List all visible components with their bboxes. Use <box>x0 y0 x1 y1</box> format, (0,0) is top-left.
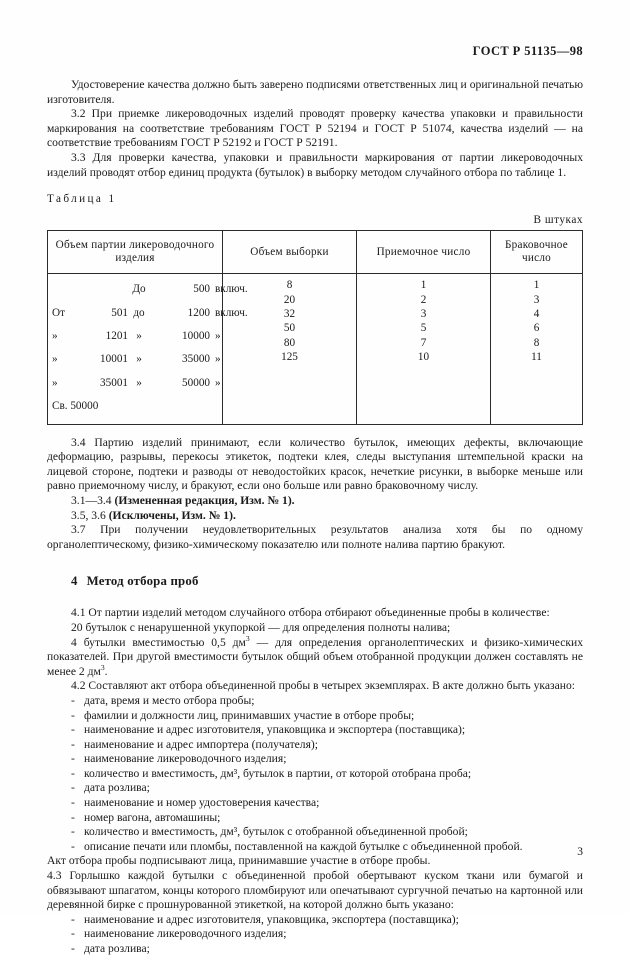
superscript-cubic: 3 <box>245 633 250 643</box>
paragraph-4-3: 4.3 Горлышко каждой бутылки с объединенной пробой обертывают куском ткани или бумагой и обвязывают шпагатом, концы которого пломбируют или опечатывают сургучной печатью на картонной или деревянной бирке с прошнурованной этикеткой, на которой должно быть указано: <box>47 869 583 912</box>
list-item <box>47 811 583 826</box>
sampling-table <box>47 230 583 424</box>
reject-value: 3 <box>533 293 540 306</box>
list-item <box>47 723 583 738</box>
sample-value: 80 <box>283 336 296 349</box>
list-item-text: наименование и адрес изготовителя, упаковщика и экспортера (поставщика); <box>84 723 466 737</box>
list-item-text: наименование и адрес изготовителя, упаковщика, экспортера (поставщика); <box>84 912 459 926</box>
sample-value: 8 <box>286 279 293 292</box>
section-number: 4 <box>71 574 78 589</box>
range-to: 500 <box>193 283 210 296</box>
dash-marker: - <box>71 942 75 955</box>
accept-value: 10 <box>417 351 430 364</box>
list-item <box>47 781 583 796</box>
range-from: 501 <box>111 306 128 319</box>
paragraph-3-3: 3.3 Для проверки качества, упаковки и правильности маркирования от партии ликероводочных изделий проводят отбор единиц продукта (бутылок) в выборку методом случайного отбора по таблице 1. <box>47 150 583 179</box>
paragraph-4-1-item-b <box>47 633 583 680</box>
dash-marker: - <box>71 912 75 926</box>
table-caption: Таблица 1 <box>47 193 117 206</box>
page-number: 3 <box>577 846 583 858</box>
range-to: 35000 <box>182 353 210 366</box>
paragraph-4-2: 4.2 Составляют акт отбора объединенной пробы в четырех экземплярах. В акте должно быть указано: <box>71 679 575 693</box>
reject-value: 1 <box>533 279 540 292</box>
dash-marker: - <box>71 723 75 737</box>
accept-value: 5 <box>420 322 427 335</box>
list-item-text: количество и вместимость, дм³, бутылок с отобранной объединенной пробой; <box>84 825 468 839</box>
cell-sample-volume <box>223 274 357 424</box>
range-row-1 <box>48 302 222 325</box>
cell-reject-number <box>491 274 583 424</box>
range-grid-body <box>48 278 248 418</box>
paragraph-3-1-3-4-note <box>47 494 583 509</box>
dash-marker: - <box>71 766 75 780</box>
range-row-0 <box>48 278 222 301</box>
accept-value: 3 <box>420 307 427 320</box>
range-row-4 <box>48 372 222 395</box>
list-item <box>47 913 583 928</box>
reject-value: 6 <box>533 322 540 335</box>
dash-marker: - <box>71 693 75 707</box>
range-grid <box>48 278 248 418</box>
paragraph-act-signature: Акт отбора пробы подписывают лица, принимавшие участие в отборе пробы. <box>47 854 431 868</box>
range-to: 1200 <box>187 306 210 319</box>
sample-value: 20 <box>283 293 296 306</box>
list-item <box>47 738 583 753</box>
range-span: Св. 50000 <box>52 400 99 413</box>
table-units-note: В штуках <box>533 214 583 227</box>
paragraph-intro: Удостоверение качества должно быть заверено подписями ответственных лиц и оригинальной печатью изготовителя. <box>47 78 583 106</box>
list-item-text: дата розлива; <box>84 942 150 955</box>
accept-value: 2 <box>420 293 427 306</box>
range-suffix: » <box>215 376 221 389</box>
table-header-sample-volume: Объем выборки <box>223 231 357 274</box>
clause-range-label: 3.5, 3.6 <box>71 508 109 522</box>
range-connector: » <box>136 376 142 389</box>
table-body <box>48 274 583 424</box>
sample-value: 50 <box>283 322 296 335</box>
list-item-text: номер вагона, автомашины; <box>84 810 221 824</box>
sample-value: 32 <box>283 307 296 320</box>
list-item-text: дата розлива; <box>84 781 150 795</box>
paragraph-3-2: 3.2 При приемке ликероводочных изделий проводят проверку качества упаковки и правильности маркирования на соответствие требованиям ГОСТ Р 52194 и ГОСТ Р 51074, качества изделий — на соответствие требованиям ГОСТ Р 52192 и ГОСТ Р 52191. <box>47 107 583 150</box>
section-title: Метод отбора проб <box>86 574 199 589</box>
table-header-accept-number: Приемочное число <box>357 231 491 274</box>
spacer-after-table <box>47 425 583 436</box>
list-item <box>47 840 583 855</box>
list-item-text: наименование ликероводочного изделия; <box>84 927 287 941</box>
list-item <box>47 927 583 942</box>
range-prefix: » <box>52 329 58 342</box>
list-item <box>47 942 583 957</box>
cell-accept-number <box>357 274 491 424</box>
accept-value: 7 <box>420 336 427 349</box>
list-item-text: описание печати или пломбы, поставленной на каждой бутылке с объединенной пробой. <box>84 839 523 853</box>
paragraph-4-1: 4.1 От партии изделий методом случайного отбора отбирают объединенные пробы в количестве: <box>71 606 550 620</box>
reject-value: 11 <box>531 351 542 364</box>
list-item <box>47 694 583 709</box>
range-from <box>82 278 128 301</box>
list-item-text: количество и вместимость, дм³, бутылок в партии, от которой отобрана проба; <box>84 766 472 780</box>
dash-marker: - <box>71 839 75 853</box>
range-row-5 <box>48 395 222 418</box>
paragraph-3-4: 3.4 Партию изделий принимают, если количество бутылок, имеющих дефекты, включающие деформацию, разрывы, перекосы этикеток, подтеки клея, следы выступания штемпельной краски на лицевой стороне, подтеки и разводы от неводостойких красок, нечеткие рисунки, в выборке меньше или равно приемочному числу, и бракуют, если оно больше или равно браковочному числу. <box>47 435 583 493</box>
dash-marker: - <box>71 810 75 824</box>
section-heading-4 <box>47 574 583 589</box>
dash-marker: - <box>71 737 75 751</box>
paragraph-4-1-item-a: 20 бутылок с ненарушенной укупоркой — для определения полноты налива; <box>71 620 451 634</box>
range-row-3 <box>48 348 222 371</box>
range-connector: До <box>132 283 146 296</box>
range-suffix: » <box>215 353 221 366</box>
list-item-text: дата, время и место отбора пробы; <box>84 693 255 707</box>
range-connector: » <box>136 353 142 366</box>
range-prefix: » <box>52 353 58 366</box>
range-connector: до <box>133 306 145 319</box>
list-item-text: наименование и адрес импортера (получателя); <box>84 737 319 751</box>
list-item <box>47 796 583 811</box>
sample-value: 125 <box>281 351 298 364</box>
range-suffix: включ. <box>215 283 248 296</box>
range-from: 10001 <box>100 353 128 366</box>
list-item <box>47 709 583 724</box>
list-item-text: фамилии и должности лиц, принимавших участие в отборе пробы; <box>84 708 415 722</box>
clause-range-label: 3.1—3.4 <box>71 493 115 507</box>
accept-value: 1 <box>420 279 427 292</box>
dash-marker: - <box>71 796 75 810</box>
dash-marker: - <box>71 927 75 941</box>
range-to: 10000 <box>182 329 210 342</box>
table-header-row <box>48 231 583 274</box>
list-item <box>47 752 583 767</box>
list-item-text: наименование ликероводочного изделия; <box>84 752 287 766</box>
list-item-text: наименование и номер удостоверения качества; <box>84 796 320 810</box>
text-part: 4 бутылки вместимостью 0,5 дм <box>71 635 246 649</box>
page-content <box>47 44 583 957</box>
list-item <box>47 767 583 782</box>
list-item <box>47 825 583 840</box>
standard-header: ГОСТ Р 51135—98 <box>472 44 583 58</box>
reject-value: 8 <box>533 336 540 349</box>
range-prefix: От <box>52 306 65 319</box>
range-from: 1201 <box>105 329 128 342</box>
range-prefix <box>48 278 82 301</box>
reject-value: 4 <box>533 307 540 320</box>
superscript-cubic: 3 <box>100 662 105 672</box>
dash-marker: - <box>71 825 75 839</box>
text-part: — для определения органолептических и физико-химических показателей. При другой вместимости бутылок общий объем отобранной продукции должен составлять не менее 2 дм <box>47 635 583 678</box>
tag-requirements-list <box>47 913 583 957</box>
excluded-note: (Исключены, Изм. № 1). <box>108 508 236 522</box>
range-connector: » <box>136 329 142 342</box>
range-suffix: » <box>215 329 221 342</box>
dash-marker: - <box>71 708 75 722</box>
table-row <box>48 274 583 424</box>
dash-marker: - <box>71 781 75 795</box>
range-to: 50000 <box>182 376 210 389</box>
paragraph-3-5-3-6-note <box>47 509 583 524</box>
range-suffix: включ. <box>215 306 248 319</box>
dash-marker: - <box>71 752 75 766</box>
table-header-reject-number: Браковочное число <box>491 231 583 274</box>
act-requirements-list <box>47 694 583 855</box>
cell-lot-volume-range <box>48 274 248 424</box>
range-prefix: » <box>52 376 58 389</box>
range-from: 35001 <box>100 376 128 389</box>
table-header-lot-volume: Объем партии ликероводочного изделия <box>48 231 223 274</box>
text-part: . <box>104 664 108 678</box>
range-row-2 <box>48 325 222 348</box>
amendment-note: (Измененная редакция, Изм. № 1). <box>114 493 295 507</box>
paragraph-3-7: 3.7 При получении неудовлетворительных результатов анализа хотя бы по одному органолептическому, физико-химическому показателю или полноте налива партию бракуют. <box>47 523 583 551</box>
